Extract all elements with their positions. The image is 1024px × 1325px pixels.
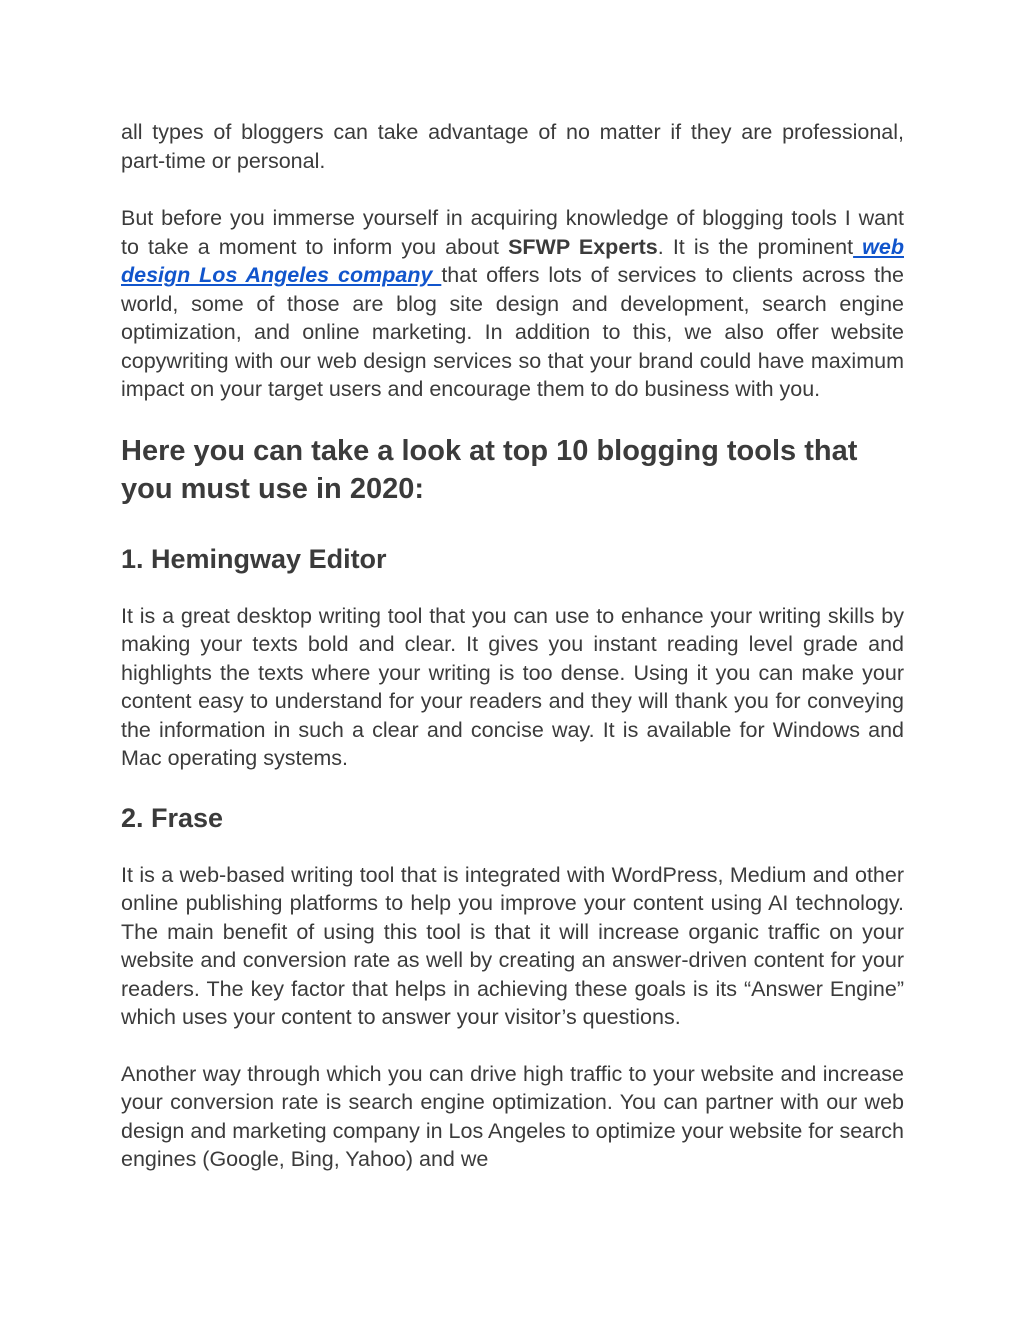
- paragraph-frase: It is a web-based writing tool that is integrated with WordPress, Medium and other online publishing platforms to help you improve your content using AI technology. The main benefit of using this tool is that it will increase organic traffic on your website and conversion rate as well by creating an answer-driven content for your readers. The key factor that helps in achieving these goals is its “Answer Engine” which uses your content to answer your visitor’s questions.: [121, 862, 904, 1029]
- sfwp-experts-bold: SFWP Experts: [508, 234, 658, 259]
- sfwp-text-before: But before you immerse yourself in acquiring knowledge of blogging tools I want to take a moment to inform you about: [121, 206, 904, 259]
- paragraph-hemingway: It is a great desktop writing tool that you can use to enhance your writing skills by making your texts bold and clear. It gives you instant reading level grade and highlights the texts where your writing is too dense. Using it you can make your content easy to understand for your readers and they will thank you for conveying the information in such a clear and concise way. It is available for Windows and Mac operating systems.: [121, 603, 904, 770]
- main-heading: Here you can take a look at top 10 blogging tools that you must use in 2020:: [121, 434, 858, 505]
- document-page: [121, 118, 904, 1174]
- web-design-los-angeles-link[interactable]: web design Los Angeles company: [121, 234, 904, 287]
- sfwp-text-after-link: that offers lots of services to clients across the world, some of those are blog site design and development, search engine optimization, and online marketing. In addition to this, we also offer website copywriting with our web design services so that your brand could have maximum impact on your target users and encourage them to do business with you.: [121, 263, 904, 401]
- section-heading-frase: 2. Frase: [121, 802, 224, 833]
- paragraph-intro-end: all types of bloggers can take advantage of no matter if they are professional, part-time or personal.: [121, 120, 904, 173]
- sfwp-text-after-bold: . It is the prominent: [657, 234, 854, 259]
- section-heading-hemingway: 1. Hemingway Editor: [121, 543, 387, 574]
- paragraph-sfwp-experts: [121, 204, 904, 404]
- paragraph-seo: Another way through which you can drive high traffic to your website and increase your conversion rate is search engine optimization. You can partner with our web design and marketing company in Los Angeles to optimize your website for search engines (Google, Bing, Yahoo) and we: [121, 1061, 904, 1171]
